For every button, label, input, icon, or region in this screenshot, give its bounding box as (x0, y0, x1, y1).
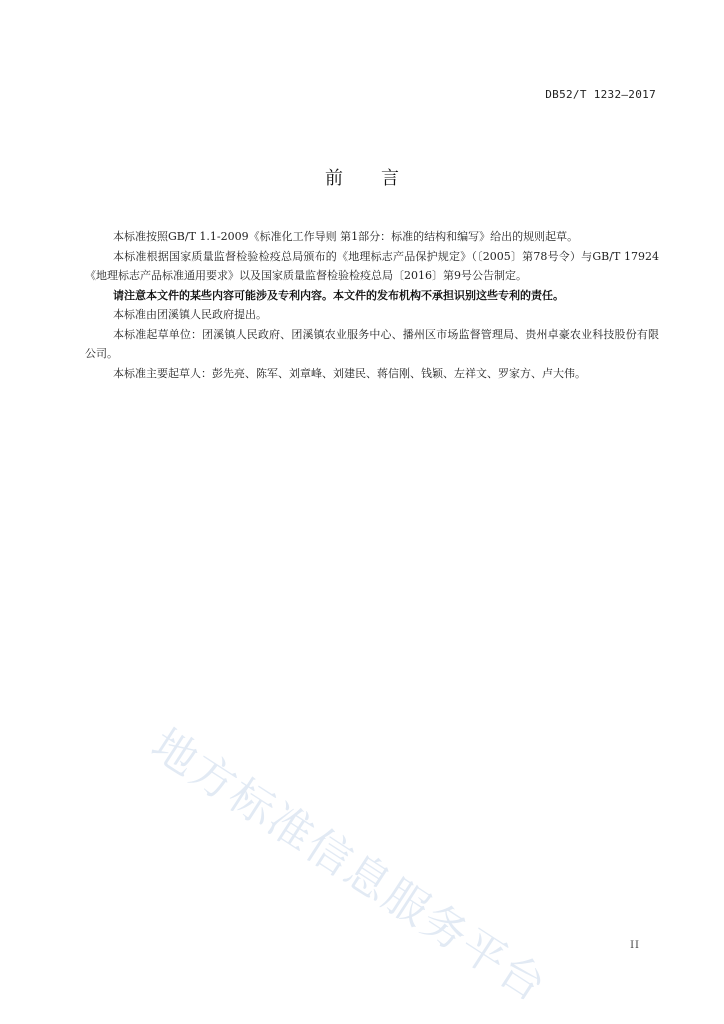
paragraph-drafters: 本标准主要起草人：彭先亮、陈军、刘章峰、刘建民、蒋信刚、钱颖、左祥文、罗家方、卢大伟。 (113, 366, 586, 380)
paragraph-drafting-rules: 本标准按照GB/T 1.1-2009《标准化工作导则 第1部分：标准的结构和编写》给出的规则起草。 (113, 230, 579, 243)
paragraph-patent-notice: 请注意本文件的某些内容可能涉及专利内容。本文件的发布机构不承担识别这些专利的责任。 (113, 288, 564, 302)
page-title: 前言 (325, 168, 437, 189)
page-number: II (630, 940, 640, 951)
paragraph-drafting-units: 本标准起草单位：团溪镇人民政府、团溪镇农业服务中心、播州区市场监督管理局、贵州卓豪农业科技股份有限公司。 (85, 327, 659, 360)
paragraph-proposer: 本标准由团溪镇人民政府提出。 (113, 308, 267, 321)
paragraph-basis: 本标准根据国家质量监督检验检疫总局颁布的《地理标志产品保护规定》（〔2005〕第78号令）与GB/T 17924《地理标志产品标准通用要求》以及国家质量监督检验检疫总局〔2016〕第9号公告制定。 (85, 249, 659, 282)
watermark: 地方标准信息服务平台 (142, 719, 556, 1013)
foreword-body (85, 227, 659, 383)
document-code: DB52/T 1232—2017 (545, 88, 656, 101)
